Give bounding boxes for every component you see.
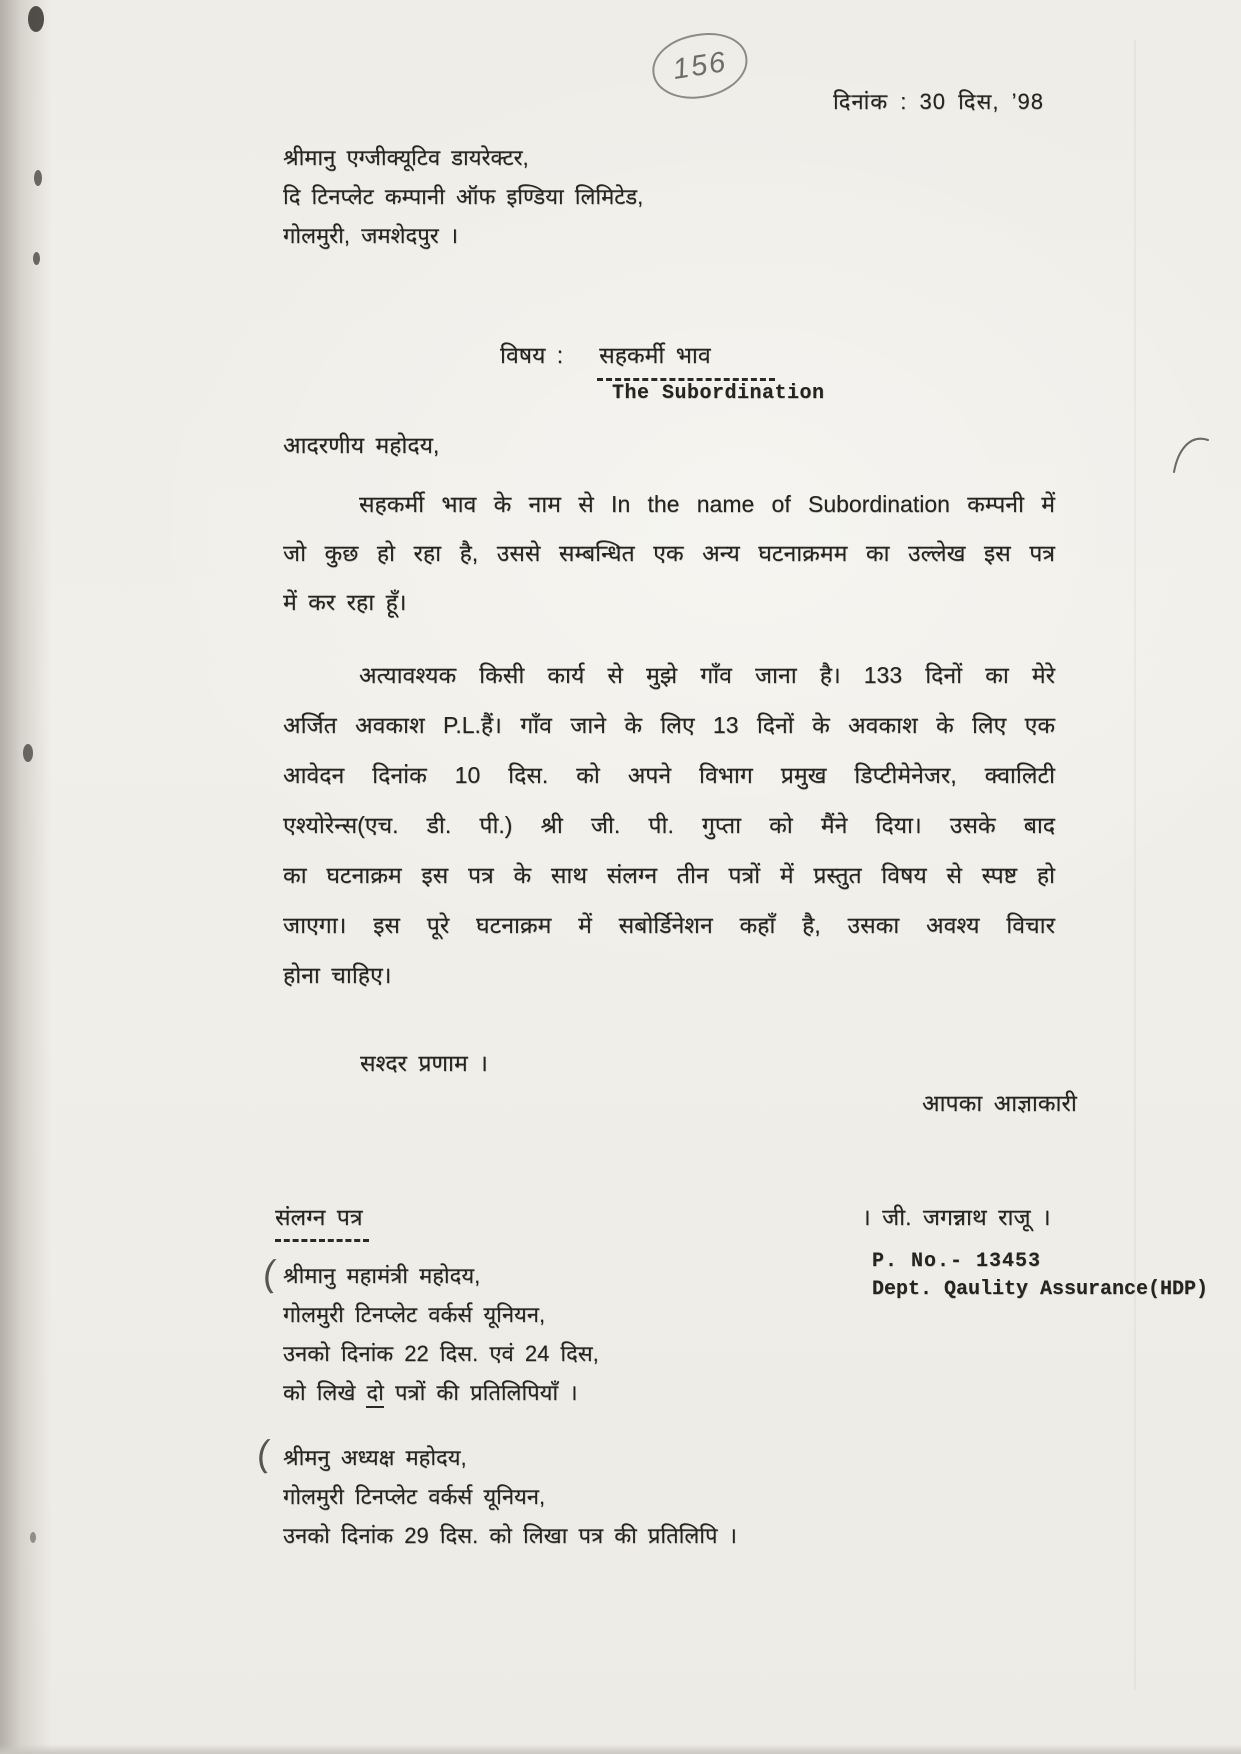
text-line: श्रीमानु एग्जीक्यूटिव डायरेक्टर,	[283, 145, 529, 170]
text-line: श्रीमनु अध्यक्ष महोदय,	[283, 1445, 467, 1470]
text-segment: पत्रों की प्रतिलिपियाँ ।	[383, 1380, 578, 1405]
enclosure-lines	[283, 1256, 599, 1373]
enclosure-last-line	[283, 1373, 599, 1412]
complimentary-close: आपका आज्ञाकारी	[922, 1090, 1077, 1116]
subject-translation: The Subordination	[612, 382, 825, 405]
enclosure-item-2	[283, 1438, 737, 1555]
text-line: उनको दिनांक 22 दिस. एवं 24 दिस,	[283, 1341, 599, 1366]
text-line: श्रीमानु महामंत्री महोदय,	[283, 1263, 481, 1288]
recipient-address	[283, 138, 643, 255]
enclosures-heading: संलग्न पत्र	[275, 1200, 369, 1242]
text-line: अत्यावश्यक किसी कार्य से मुझे गाँव जाना है। 133 दिनों का मेरे	[359, 662, 1055, 688]
underlined-word: दो	[366, 1380, 383, 1408]
signature-name: । जी. जगन्नाथ राजू ।	[862, 1204, 1051, 1230]
paper-left-edge-shadow	[0, 0, 52, 1754]
text-line: जाएगा। इस पूरे घटनाक्रम में सबोर्डिनेशन कहाँ है, उसका अवश्य विचार	[283, 912, 1055, 938]
scan-speck	[23, 744, 33, 762]
handwritten-paren-icon: (	[254, 1432, 272, 1475]
subject-line	[500, 338, 775, 381]
subject-value: सहकर्मी भाव	[597, 338, 774, 381]
enclosure-item-1	[283, 1256, 599, 1412]
text-line: में कर रहा हूँ।	[283, 589, 407, 615]
text-line: दि टिनप्लेट कम्पानी ऑफ इण्डिया लिमिटेड,	[283, 184, 644, 209]
signature-p-no: P. No.- 13453	[872, 1250, 1042, 1273]
text-line: का घटनाक्रम इस पत्र के साथ संलग्न तीन पत्रों में प्रस्तुत विषय से स्पष्ट हो	[283, 862, 1055, 888]
paper-crease	[1134, 40, 1136, 1690]
scan-speck	[34, 170, 42, 186]
scan-speck	[30, 1532, 36, 1543]
text-line: सहकर्मी भाव के नाम से In the name of Subordination कम्पनी में	[359, 491, 1055, 517]
date-line: दिनांक : 30 दिस, ’98	[833, 89, 1044, 114]
text-line: गोलमुरी, जमशेदपुर ।	[283, 223, 459, 248]
handwritten-page-number	[648, 27, 753, 105]
text-line: उनको दिनांक 29 दिस. को लिखा पत्र की प्रतिलिपि ।	[283, 1523, 737, 1548]
text-line: अर्जित अवकाश P.L.हैं। गाँव जाने के लिए 13 दिनों के अवकाश के लिए एक	[283, 712, 1055, 738]
paper-bottom-edge-shadow	[0, 1744, 1241, 1754]
text-line: गोलमुरी टिनप्लेट वर्कर्स यूनियन,	[283, 1302, 546, 1327]
text-line: गोलमुरी टिनप्लेट वर्कर्स यूनियन,	[283, 1484, 546, 1509]
handwritten-paren-icon: (	[260, 1252, 278, 1295]
scan-speck	[28, 6, 44, 32]
text-line: जो कुछ हो रहा है, उससे सम्बन्धित एक अन्य घटनाक्रमम का उल्लेख इस पत्र	[283, 540, 1055, 566]
closing-pranam: सश्दर प्रणाम ।	[360, 1050, 488, 1076]
pen-mark-icon	[1168, 428, 1222, 478]
text-line: आवेदन दिनांक 10 दिस. को अपने विभाग प्रमुख डिप्टीमेनेजर, क्वालिटी	[283, 762, 1055, 788]
text-line: एश्योरेन्स(एच. डी. पी.) श्री जी. पी. गुप्ता को मैंने दिया। उसके बाद	[283, 812, 1055, 838]
subject-label: विषय :	[500, 342, 564, 368]
signature-dept: Dept. Qaulity Assurance(HDP)	[872, 1278, 1209, 1301]
text-segment: को लिखे	[283, 1380, 367, 1405]
salutation: आदरणीय महोदय,	[283, 432, 440, 458]
body-paragraph-2	[283, 650, 1055, 1000]
scan-speck	[33, 252, 40, 265]
body-paragraph-1	[283, 480, 1055, 627]
text-line: होना चाहिए।	[283, 962, 392, 988]
page-number-text: 156	[670, 45, 730, 86]
